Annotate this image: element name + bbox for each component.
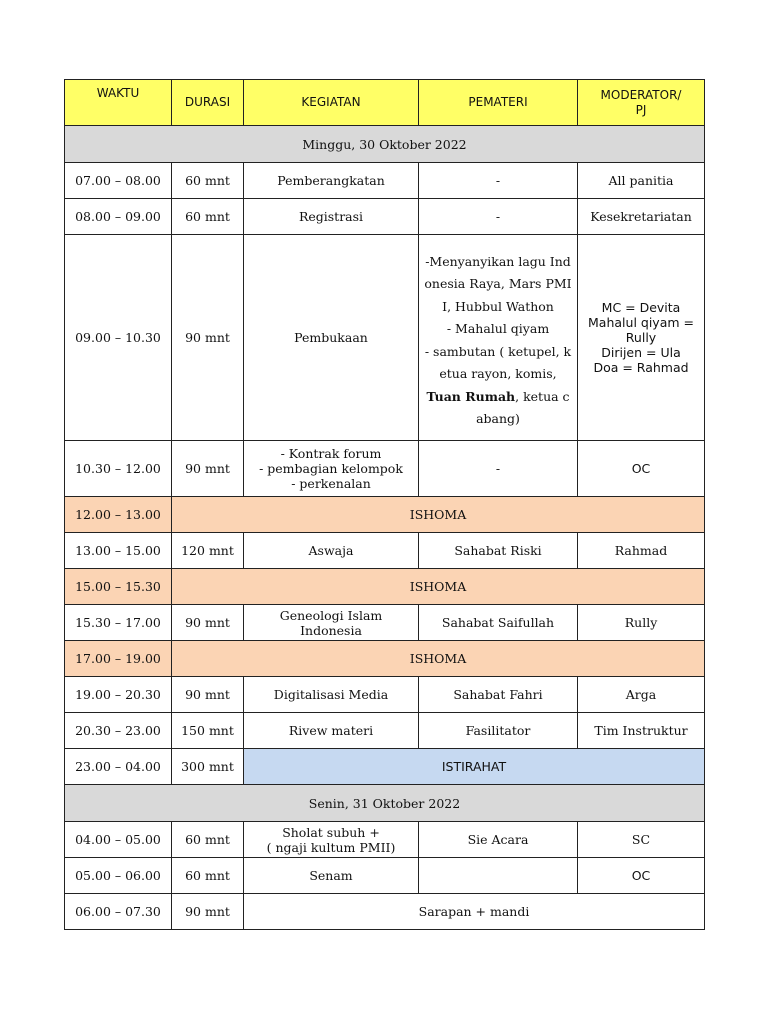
cell-durasi: 90 mnt	[172, 235, 244, 441]
pemateri-line: -Menyanyikan lagu Ind	[425, 253, 571, 269]
cell-waktu: 15.30 – 17.00	[65, 605, 172, 641]
table-row	[65, 533, 705, 569]
cell-moderator: Kesekretariatan	[578, 199, 705, 235]
merged-activity: Sarapan + mandi	[244, 894, 705, 930]
pemateri-line: onesia Raya, Mars PMI	[424, 276, 572, 291]
cell-waktu: 23.00 – 04.00	[65, 749, 172, 785]
cell-moderator: OC	[578, 858, 705, 894]
cell-kegiatan	[244, 441, 419, 497]
moderator-line: Dirijen = Ula	[601, 345, 681, 360]
cell-kegiatan: Registrasi	[244, 199, 419, 235]
cell-pemateri: -	[419, 163, 578, 199]
cell-moderator: Tim Instruktur	[578, 713, 705, 749]
header-row	[65, 80, 705, 126]
pemateri-after-bold: , ketua c	[515, 388, 570, 404]
cell-pemateri	[419, 858, 578, 894]
header-moderator-line1: MODERATOR/	[600, 87, 682, 102]
cell-waktu: 15.00 – 15.30	[65, 569, 172, 605]
table-row	[65, 677, 705, 713]
day-row	[65, 785, 705, 822]
cell-pemateri: Sie Acara	[419, 822, 578, 858]
header-waktu: WAKTU	[65, 80, 172, 126]
cell-pemateri: Sahabat Riski	[419, 533, 578, 569]
cell-waktu: 20.30 – 23.00	[65, 713, 172, 749]
cell-waktu: 08.00 – 09.00	[65, 199, 172, 235]
day-row	[65, 126, 705, 163]
break-label: ISHOMA	[172, 641, 705, 677]
cell-pemateri: Sahabat Saifullah	[419, 605, 578, 641]
header-pemateri: PEMATERI	[419, 80, 578, 126]
day-label: Senin, 31 Oktober 2022	[65, 785, 705, 822]
break-label: ISHOMA	[172, 569, 705, 605]
cell-durasi: 60 mnt	[172, 163, 244, 199]
cell-kegiatan	[244, 822, 419, 858]
cell-pemateri: Fasilitator	[419, 713, 578, 749]
cell-durasi: 60 mnt	[172, 858, 244, 894]
cell-waktu: 13.00 – 15.00	[65, 533, 172, 569]
pemateri-line: abang)	[476, 411, 520, 426]
break-label: ISHOMA	[172, 497, 705, 533]
cell-waktu: 05.00 – 06.00	[65, 858, 172, 894]
cell-durasi: 90 mnt	[172, 894, 244, 930]
table-row	[65, 163, 705, 199]
cell-durasi: 90 mnt	[172, 605, 244, 641]
break-row	[65, 641, 705, 677]
cell-waktu: 17.00 – 19.00	[65, 641, 172, 677]
cell-durasi: 300 mnt	[172, 749, 244, 785]
rest-label: ISTIRAHAT	[244, 749, 705, 785]
cell-kegiatan: Digitalisasi Media	[244, 677, 419, 713]
cell-durasi: 120 mnt	[172, 533, 244, 569]
header-moderator	[578, 80, 705, 126]
schedule-table	[64, 79, 705, 930]
cell-durasi: 60 mnt	[172, 822, 244, 858]
table-row	[65, 822, 705, 858]
cell-moderator: Arga	[578, 677, 705, 713]
cell-waktu: 10.30 – 12.00	[65, 441, 172, 497]
kegiatan-line: - Kontrak forum	[280, 446, 382, 461]
cell-moderator: Rully	[578, 605, 705, 641]
table-row	[65, 199, 705, 235]
moderator-line: Rully	[625, 330, 657, 345]
table-row	[65, 235, 705, 441]
moderator-line: Doa = Rahmad	[593, 360, 689, 375]
rest-row	[65, 749, 705, 785]
table-row	[65, 894, 705, 930]
pemateri-line	[423, 386, 573, 409]
kegiatan-line: - perkenalan	[291, 476, 371, 491]
table-row	[65, 441, 705, 497]
break-row	[65, 497, 705, 533]
cell-durasi: 90 mnt	[172, 441, 244, 497]
cell-moderator: SC	[578, 822, 705, 858]
cell-kegiatan	[244, 605, 419, 641]
cell-waktu: 12.00 – 13.00	[65, 497, 172, 533]
kegiatan-line: Sholat subuh +	[282, 824, 380, 840]
cell-waktu: 09.00 – 10.30	[65, 235, 172, 441]
cell-moderator: Rahmad	[578, 533, 705, 569]
pemateri-list	[423, 245, 573, 431]
pemateri-line: - Mahalul qiyam	[446, 321, 550, 336]
day-label: Minggu, 30 Oktober 2022	[65, 126, 705, 163]
kegiatan-line: - pembagian kelompok	[259, 461, 403, 476]
cell-moderator	[578, 235, 705, 441]
header-durasi: DURASI	[172, 80, 244, 126]
pemateri-line: I, Hubbul Wathon	[442, 298, 554, 314]
cell-waktu: 07.00 – 08.00	[65, 163, 172, 199]
cell-pemateri	[419, 235, 578, 441]
cell-kegiatan: Pembukaan	[244, 235, 419, 441]
table-row	[65, 605, 705, 641]
cell-waktu: 04.00 – 05.00	[65, 822, 172, 858]
header-kegiatan: KEGIATAN	[244, 80, 419, 126]
cell-kegiatan: Aswaja	[244, 533, 419, 569]
table-row	[65, 713, 705, 749]
cell-moderator: OC	[578, 441, 705, 497]
pemateri-line: etua rayon, komis,	[439, 366, 557, 381]
cell-kegiatan: Senam	[244, 858, 419, 894]
cell-waktu: 19.00 – 20.30	[65, 677, 172, 713]
table-row	[65, 858, 705, 894]
cell-pemateri: Sahabat Fahri	[419, 677, 578, 713]
cell-kegiatan: Rivew materi	[244, 713, 419, 749]
cell-durasi: 60 mnt	[172, 199, 244, 235]
cell-pemateri: -	[419, 199, 578, 235]
cell-waktu: 06.00 – 07.30	[65, 894, 172, 930]
pemateri-line: - sambutan ( ketupel, k	[424, 343, 572, 359]
break-row	[65, 569, 705, 605]
kegiatan-line: ( ngaji kultum PMII)	[266, 839, 396, 855]
cell-pemateri: -	[419, 441, 578, 497]
header-moderator-line2: PJ	[635, 102, 647, 117]
moderator-list	[582, 300, 700, 375]
kegiatan-line: Geneologi Islam	[279, 607, 383, 623]
moderator-line: MC = Devita	[601, 300, 681, 315]
cell-kegiatan: Pemberangkatan	[244, 163, 419, 199]
cell-moderator: All panitia	[578, 163, 705, 199]
moderator-line: Mahalul qiyam =	[588, 315, 694, 330]
kegiatan-line: Indonesia	[300, 622, 362, 638]
pemateri-bold: Tuan Rumah	[426, 388, 516, 404]
cell-durasi: 90 mnt	[172, 677, 244, 713]
cell-durasi: 150 mnt	[172, 713, 244, 749]
